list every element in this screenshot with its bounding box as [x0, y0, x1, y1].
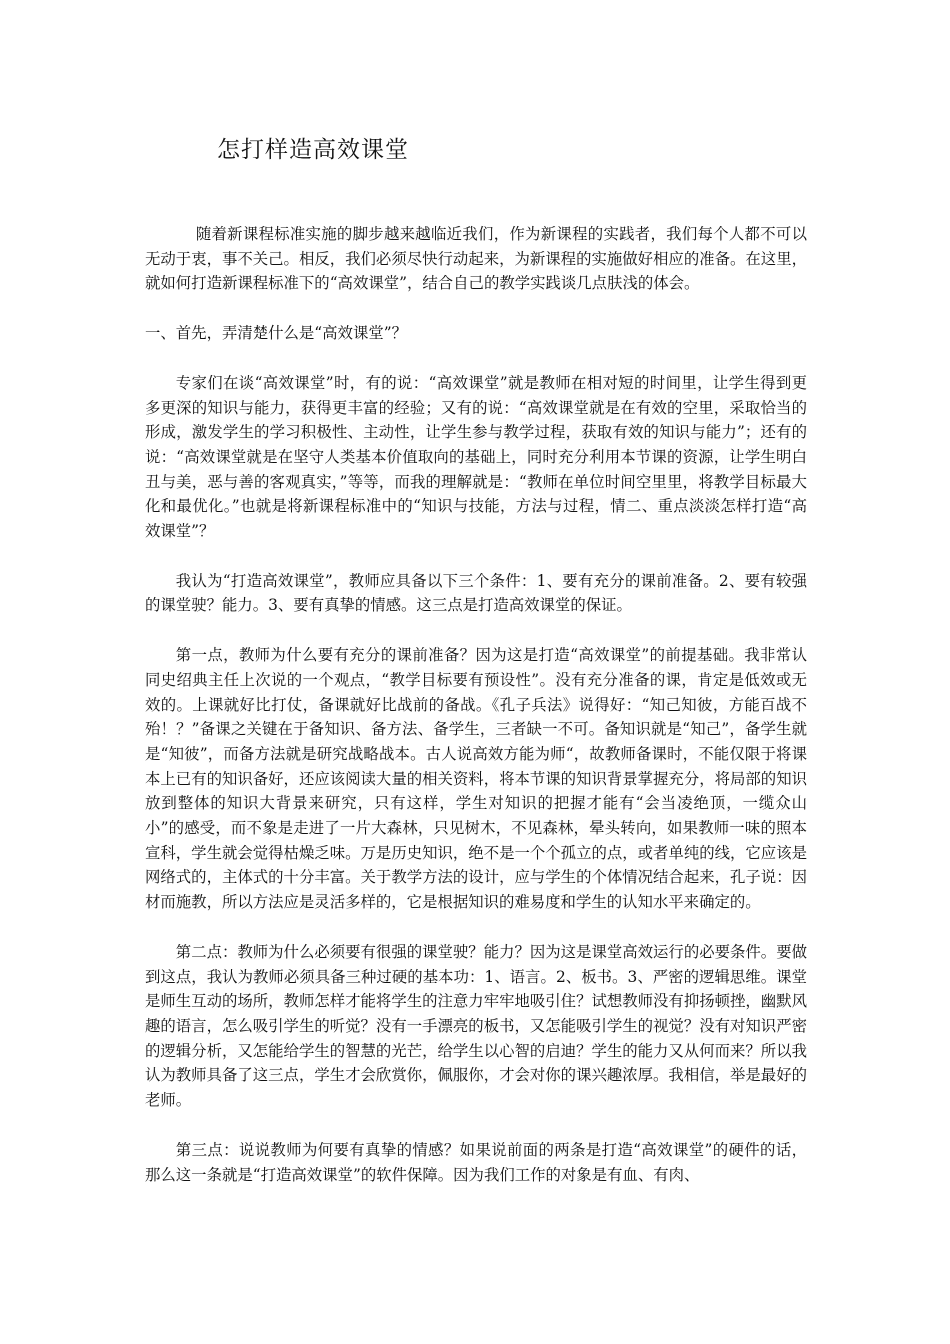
document-title: 怎打样造高效课堂 — [217, 137, 409, 163]
paragraph-point-two: 第二点：教师为什么必须要有很强的课堂驶？能力？因为这是课堂高效运行的必要条件。要做到这点，我认为教师必须具备三种过硬的基本功：1、语言。2、板书。3、严密的逻辑思维。课堂是师生互动的场所，教师怎样才能将学生的注意力牢牢地吸引住？试想教师没有抑扬顿挫，幽默风趣的语言，怎么吸引学生的听觉？没有一手漂亮的板书，又怎能吸引学生的视觉？没有对知识严密的逻辑分析，又怎能给学生的智慧的光芒，给学生以心智的启迪？学生的能力又从何而来？所以我认为教师具备了这三点，学生才会欣赏你，佩服你，才会对你的课兴趣浓厚。我相信，举是最好的老师。 — [145, 942, 807, 1110]
paragraph-intro: 随着新课程标准实施的脚步越来越临近我们，作为新课程的实践者，我们每个人都不可以无动于衷，事不关己。相反，我们必须尽快行动起来，为新课程的实施做好相应的准备。在这里，就如何打造新课程标准下的“高效课堂”，结合自己的教学实践谈几点肤浅的体会。 — [145, 225, 807, 293]
paragraph-definition: 专家们在谈“高效课堂”时，有的说：“高效课堂”就是教师在相对短的时间里，让学生得到更多更深的知识与能力，获得更丰富的经验；又有的说：“高效课堂就是在有效的空里，采取恰当的形成，激发学生的学习积极性、主动性，让学生参与教学过程，获取有效的知识与能力”；还有的说：“高效课堂就是在坚守人类基本价值取向的基础上，同时充分利用本节课的资源，让学生明白丑与美，恶与善的客观真实，”等等，而我的理解就是：“教师在单位时间空里里，将教学目标最大化和最优化。”也就是将新课程标准中的“知识与技能，方法与过程，情二、重点淡淡怎样打造“高效课堂”？ — [145, 373, 807, 541]
document-body — [145, 222, 807, 1212]
section-heading-1: 一、首先，弄清楚什么是“高效课堂”？ — [145, 324, 407, 343]
paragraph-point-three: 第三点：说说教师为何要有真挚的情感？如果说前面的两条是打造“高效课堂”的硬件的话，那么这一条就是“打造高效课堂”的软件保障。因为我们工作的对象是有血、有肉、 — [145, 1140, 807, 1184]
paragraph-point-one: 第一点，教师为什么要有充分的课前准备？因为这是打造“高效课堂”的前提基础。我非常认同史绍典主任上次说的一个观点，“教学目标要有预设性”。没有充分准备的课，肯定是低效或无效的。上课就好比打仗，备课就好比战前的备战。《孔子兵法》说得好：“知己知彼，方能百战不殆！？”备课之关键在于备知识、备方法、备学生，三者缺一不可。备知识就是“知己”，备学生就是“知彼”，而备方法就是研究战略战本。古人说高效方能为师“，故教师备课时，不能仅限于将课本上已有的知识备好，还应该阅读大量的相关资料，将本节课的知识背景掌握充分，将局部的知识放到整体的知识大背景来研究，只有这样，学生对知识的把握才能有“会当凌绝顶，一缆众山小”的感受，而不象是走进了一片大森林，只见树木，不见森林，晕头转向，如果教师一味的照本宣科，学生就会觉得枯燥乏味。万是历史知识，绝不是一个个孤立的点，或者单纯的线，它应该是网络式的，主体式的十分丰富。关于教学方法的设计，应与学生的个体情况结合起来，孔子说：因材而施教，所以方法应是灵活多样的，它是根据知识的难易度和学生的认知水平来确定的。 — [145, 646, 807, 912]
paragraph-conditions: 我认为“打造高效课堂”，教师应具备以下三个条件：1、要有充分的课前准备。2、要有较强的课堂驶？能力。3、要有真挚的情感。这三点是打造高效课堂的保证。 — [145, 571, 807, 615]
